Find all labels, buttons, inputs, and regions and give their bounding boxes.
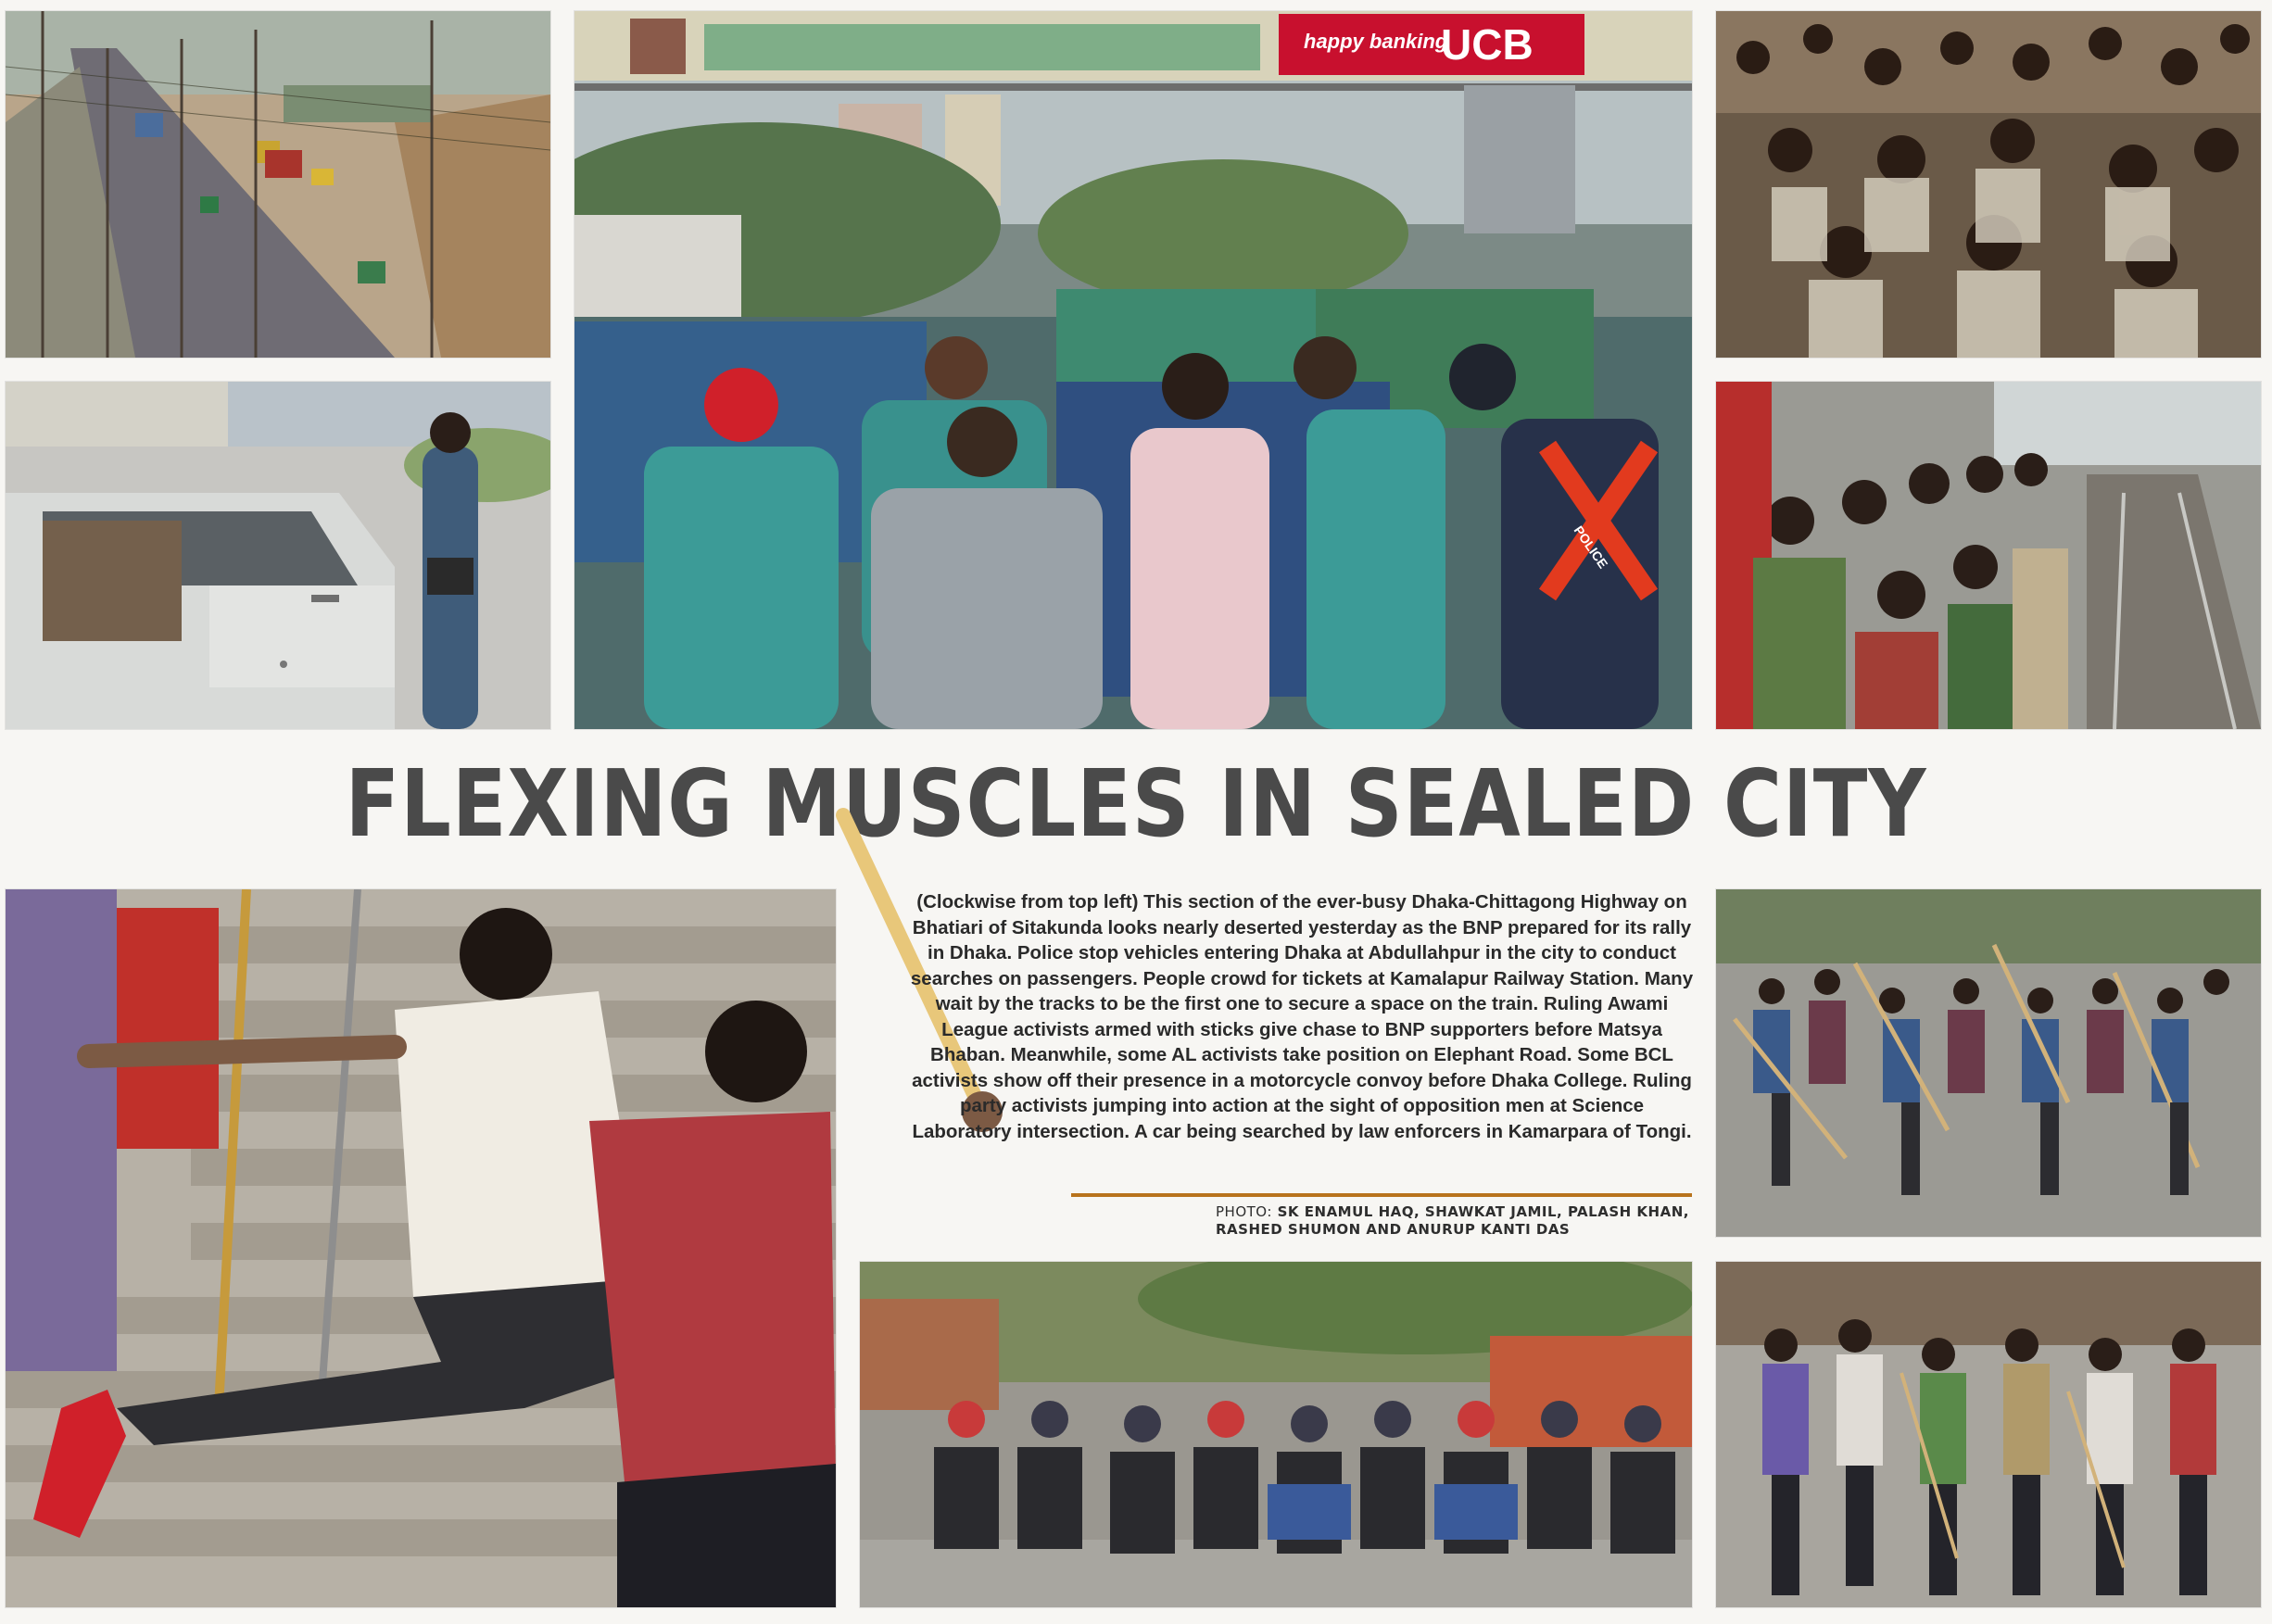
photo-police-checkpoint (574, 11, 1692, 729)
headline: FLEXING MUSCLES IN SEALED CITY (345, 749, 1927, 858)
photo-motorcycle-convoy (860, 1262, 1692, 1607)
photo-waiting-tracks (1716, 382, 2261, 729)
photo-science-lab (1716, 1262, 2261, 1607)
vest-text: POLICE (1571, 522, 1611, 572)
photo-ticket-crowd (1716, 11, 2261, 358)
billboard-slogan: happy banking (1304, 30, 1448, 53)
photo-credit (1216, 1203, 1698, 1239)
photo-car-search (6, 382, 550, 729)
caption-rule (1071, 1193, 1692, 1197)
photo-caption: (Clockwise from top left) This section of the ever-busy Dhaka-Chittagong Highway on Bhatiari of Sitakunda looks nearly deserted yesterday as the BNP prepared for its rally in Dhaka. Police stop vehicles entering Dhaka at Abdullahpur in the city to conduct searches on passengers. People crowd for tickets at Kamalapur Railway Station. Many wait by the tracks to be the first one to secure a space on the train. Ruling Awami League activists armed with sticks give chase to BNP supporters before Matsya Bhaban. Meanwhile, some AL activists take position on Elephant Road. Some BCL activists show off their presence in a motorcycle convoy before Dhaka College. Ruling party activists jumping into action at the sight of opposition men at Science Laboratory intersection. A car being searched by law enforcers in Kamarpara of Tongi. (910, 891, 1694, 1142)
photo-elephant-road (1716, 889, 2261, 1237)
photo-deserted-highway (6, 11, 550, 358)
photo-stick-chase (6, 889, 836, 1607)
credit-names: SK ENAMUL HAQ, SHAWKAT JAMIL, PALASH KHAN, RASHED SHUMON AND ANURUP KANTI DAS (1216, 1203, 1689, 1238)
credit-label: PHOTO: (1216, 1203, 1272, 1220)
billboard-brand: UCB (1441, 20, 1534, 69)
